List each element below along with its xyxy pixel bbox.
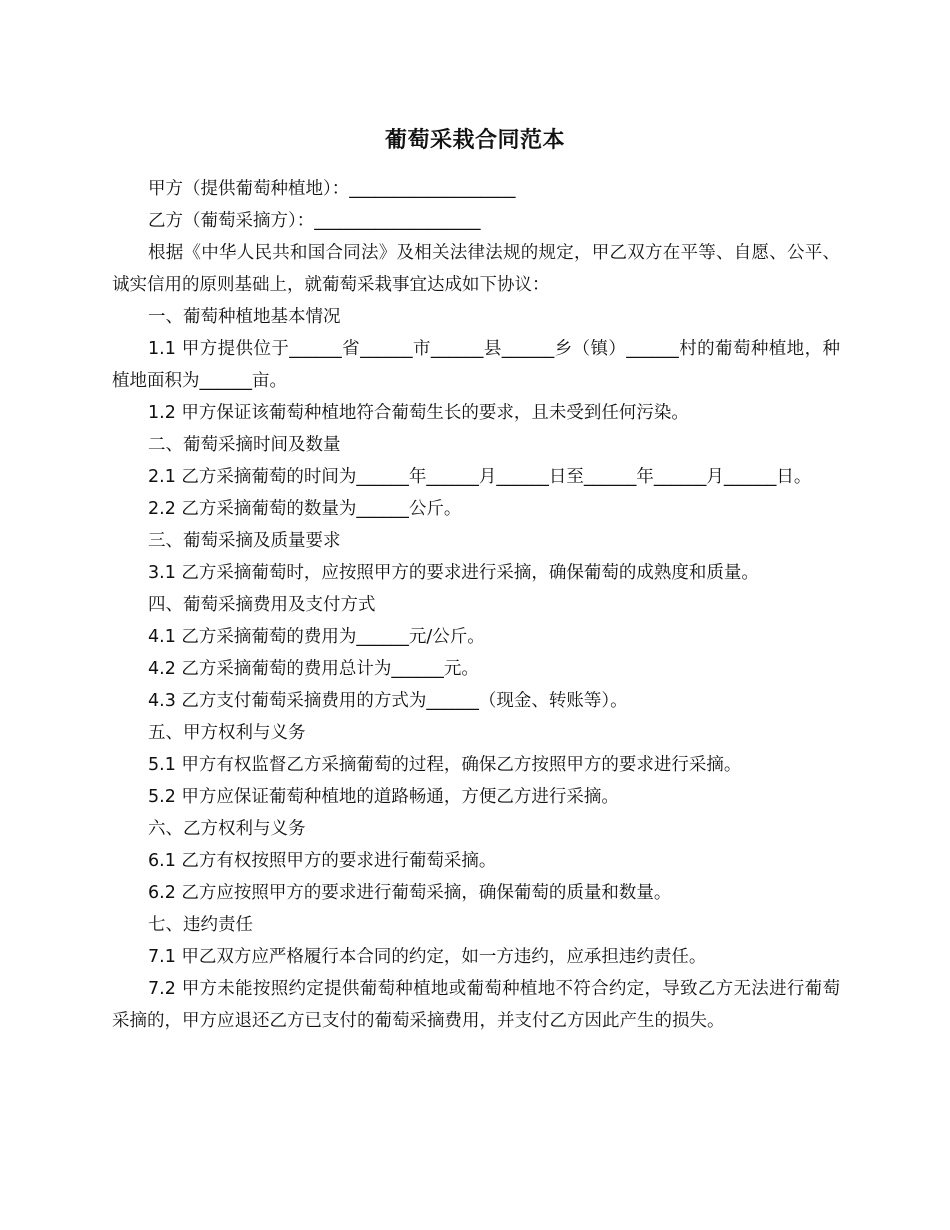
clause-5-1: 5.1 甲方有权监督乙方采摘葡萄的过程，确保乙方按照甲方的要求进行采摘。 [148,755,742,775]
party-b-line: 乙方（葡萄采摘方）：___________________ [148,211,481,231]
clause-4-1: 4.1 乙方采摘葡萄的费用为______元/公斤。 [148,627,485,647]
clause-1-1: 1.1 甲方提供位于______省______市______县______乡（镇）______村的葡萄种植地，种植地面积为______亩。 [112,339,840,391]
preamble-paragraph: 根据《中华人民共和国合同法》及相关法律法规的规定，甲乙双方在平等、自愿、公平、诚实信用的原则基础上，就葡萄采栽事宜达成如下协议： [112,243,840,295]
section-heading-3: 三、葡萄采摘及质量要求 [148,531,341,551]
document-title: 葡萄采栽合同范本 [384,128,565,153]
clause-4-2: 4.2 乙方采摘葡萄的费用总计为______元。 [148,659,479,679]
party-a-line: 甲方（提供葡萄种植地）：___________________ [148,179,516,199]
section-heading-5: 五、甲方权利与义务 [148,723,306,743]
clause-3-1: 3.1 乙方采摘葡萄时，应按照甲方的要求进行采摘，确保葡萄的成熟度和质量。 [148,563,759,583]
clause-5-2: 5.2 甲方应保证葡萄种植地的道路畅通，方便乙方进行采摘。 [148,787,619,807]
section-heading-2: 二、葡萄采摘时间及数量 [148,435,341,455]
clause-7-2: 7.2 甲方未能按照约定提供葡萄种植地或葡萄种植地不符合约定，导致乙方无法进行葡萄采摘的，甲方应退还乙方已支付的葡萄采摘费用，并支付乙方因此产生的损失。 [112,979,840,1031]
document-body [112,173,840,1037]
clause-2-1: 2.1 乙方采摘葡萄的时间为______年______月______日至______年______月______日。 [148,467,812,487]
clause-4-3: 4.3 乙方支付葡萄采摘费用的方式为______（现金、转账等）。 [148,691,628,711]
section-heading-7: 七、违约责任 [148,915,253,935]
clause-6-2: 6.2 乙方应按照甲方的要求进行葡萄采摘，确保葡萄的质量和数量。 [148,883,672,903]
clause-1-2: 1.2 甲方保证该葡萄种植地符合葡萄生长的要求，且未受到任何污染。 [148,403,689,423]
section-heading-6: 六、乙方权利与义务 [148,819,306,839]
clause-2-2: 2.2 乙方采摘葡萄的数量为______公斤。 [148,499,462,519]
section-heading-1: 一、葡萄种植地基本情况 [148,307,341,327]
clause-6-1: 6.1 乙方有权按照甲方的要求进行葡萄采摘。 [148,851,497,871]
section-heading-4: 四、葡萄采摘费用及支付方式 [148,595,376,615]
clause-7-1: 7.1 甲乙双方应严格履行本合同的约定，如一方违约，应承担违约责任。 [148,947,707,967]
